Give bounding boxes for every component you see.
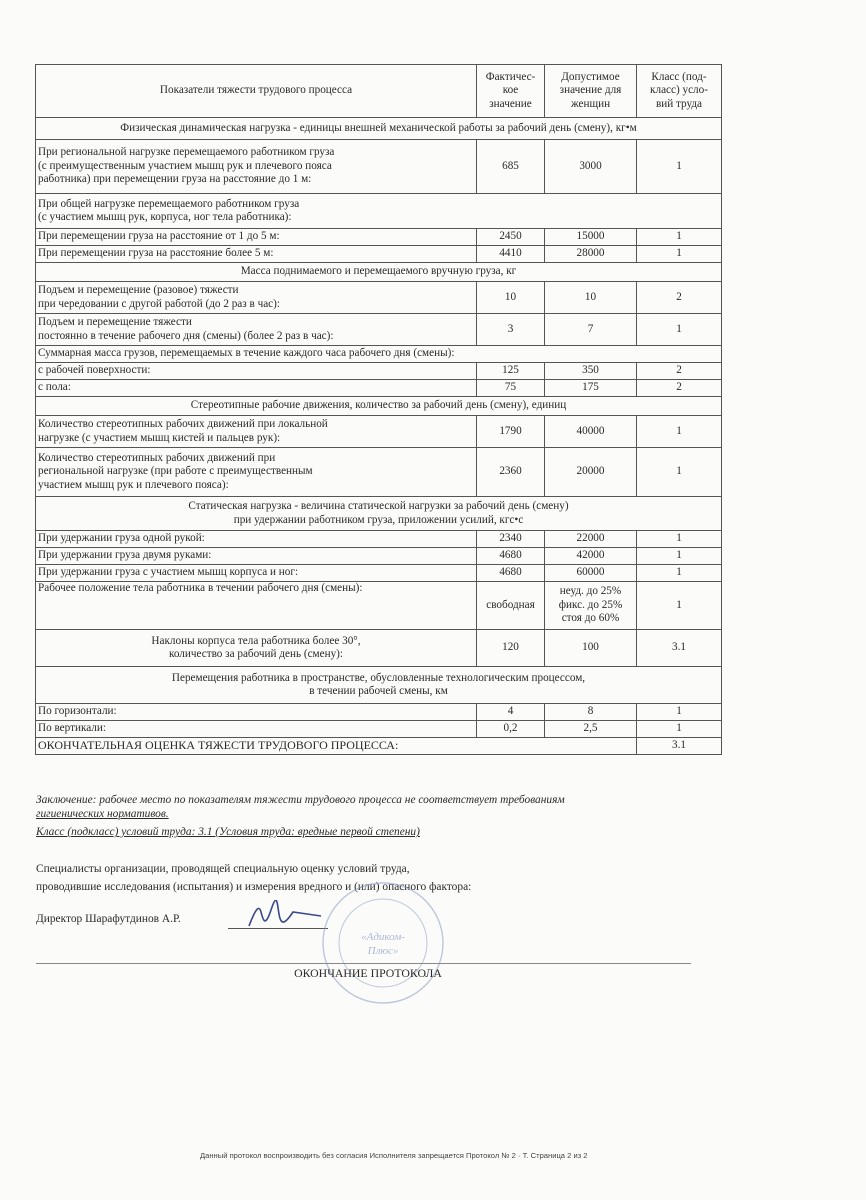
class-value: 1	[637, 721, 722, 738]
allowed-value: 100	[545, 630, 637, 667]
allowed-value: 22000	[545, 531, 637, 548]
actual-value: свободная	[477, 582, 545, 630]
row-label: с пола:	[36, 380, 477, 397]
table-row	[36, 704, 722, 721]
section-row	[36, 667, 722, 704]
stamp-seal-icon	[318, 878, 448, 1008]
class-conclusion: Класс (подкласс) условий труда: 3.1 (Условия труда: вредные первой степени)	[36, 826, 420, 838]
table-row	[36, 282, 722, 314]
class-value: 1	[637, 565, 722, 582]
table-row	[36, 140, 722, 194]
header-allowed: Допустимое значение для женщин	[545, 65, 637, 118]
class-value: 1	[637, 548, 722, 565]
table-row	[36, 416, 722, 448]
table-row	[36, 246, 722, 263]
table-row	[36, 721, 722, 738]
header-actual: Фактичес- кое значение	[477, 65, 545, 118]
page-footer: Данный протокол воспроизводить без согласия Исполнителя запрещается Протокол № 2 · Т. Страница 2 из 2	[200, 1151, 588, 1160]
table-row	[36, 630, 722, 667]
actual-value: 4410	[477, 246, 545, 263]
row-label: При удержании груза одной рукой:	[36, 531, 477, 548]
class-value: 1	[637, 582, 722, 630]
allowed-value: 7	[545, 314, 637, 346]
actual-value: 3	[477, 314, 545, 346]
conclusion-text: Заключение: рабочее место по показателям тяжести трудового процесса не соответствует требованиям	[36, 794, 565, 806]
table-row	[36, 229, 722, 246]
section-heading: Масса поднимаемого и перемещаемого вручную груза, кг	[36, 263, 722, 282]
allowed-value: 28000	[545, 246, 637, 263]
table-row	[36, 380, 722, 397]
row-label: При удержании груза с участием мышц корпуса и ног:	[36, 565, 477, 582]
allowed-value: 8	[545, 704, 637, 721]
table-row	[36, 448, 722, 497]
table-body	[36, 118, 722, 755]
class-value: 2	[637, 380, 722, 397]
actual-value: 125	[477, 363, 545, 380]
actual-value: 2450	[477, 229, 545, 246]
row-label: При удержании груза двумя руками:	[36, 548, 477, 565]
section-row	[36, 194, 722, 229]
allowed-value: 3000	[545, 140, 637, 194]
director-name: Директор Шарафутдинов А.Р.	[36, 913, 181, 925]
specialists-line-2: проводившие исследования (испытания) и измерения вредного и (или) опасного фактора:	[36, 881, 472, 893]
class-value: 3.1	[637, 630, 722, 667]
class-value: 1	[637, 314, 722, 346]
section-row	[36, 118, 722, 140]
actual-value: 4680	[477, 565, 545, 582]
labor-severity-table	[35, 64, 722, 755]
row-label: Количество стереотипных рабочих движений при локальной нагрузке (с участием мышц кистей и пальцев рук):	[36, 416, 477, 448]
signature-icon	[245, 900, 325, 930]
table-row	[36, 531, 722, 548]
section-row	[36, 346, 722, 363]
allowed-value: 10	[545, 282, 637, 314]
header-class: Класс (под- класс) усло- вий труда	[637, 65, 722, 118]
svg-text:Плюс»: Плюс»	[367, 945, 399, 957]
actual-value: 685	[477, 140, 545, 194]
actual-value: 2340	[477, 531, 545, 548]
final-assessment-label: ОКОНЧАТЕЛЬНАЯ ОЦЕНКА ТЯЖЕСТИ ТРУДОВОГО ПРОЦЕССА:	[36, 738, 637, 755]
allowed-value: 20000	[545, 448, 637, 497]
svg-text:«Адиком-: «Адиком-	[361, 931, 405, 943]
specialists-line-1: Специалисты организации, проводящей специальную оценку условий труда,	[36, 863, 410, 875]
row-label: Рабочее положение тела работника в течении рабочего дня (смены):	[36, 582, 477, 630]
class-value: 1	[637, 229, 722, 246]
row-label: Наклоны корпуса тела работника более 30°, количество за рабочий день (смену):	[36, 630, 477, 667]
section-row	[36, 263, 722, 282]
table-row	[36, 363, 722, 380]
end-of-protocol: ОКОНЧАНИЕ ПРОТОКОЛА	[294, 966, 442, 980]
table-row	[36, 565, 722, 582]
actual-value: 2360	[477, 448, 545, 497]
allowed-value: 60000	[545, 565, 637, 582]
row-label: При региональной нагрузке перемещаемого работником груза (с преимущественным участием мышц рук и плечевого пояса работника) при перемещении груза на расстояние до 1 м:	[36, 140, 477, 194]
actual-value: 10	[477, 282, 545, 314]
section-heading: Стереотипные рабочие движения, количество за рабочий день (смену), единиц	[36, 397, 722, 416]
section-heading: Перемещения работника в пространстве, обусловленные технологическим процессом, в течении рабочей смены, км	[36, 667, 722, 704]
row-label: По вертикали:	[36, 721, 477, 738]
allowed-value: неуд. до 25% фикс. до 25% стоя до 60%	[545, 582, 637, 630]
final-assessment-row	[36, 738, 722, 755]
group-heading: Суммарная масса грузов, перемещаемых в течение каждого часа рабочего дня (смены):	[36, 346, 722, 363]
class-value: 1	[637, 246, 722, 263]
class-value: 1	[637, 531, 722, 548]
divider	[36, 963, 691, 964]
allowed-value: 42000	[545, 548, 637, 565]
table-row	[36, 548, 722, 565]
row-label: При перемещении груза на расстояние от 1 до 5 м:	[36, 229, 477, 246]
actual-value: 120	[477, 630, 545, 667]
conclusion-text-cont: гигиенических нормативов.	[36, 808, 169, 820]
class-value: 1	[637, 416, 722, 448]
allowed-value: 40000	[545, 416, 637, 448]
row-label: Подъем и перемещение тяжести постоянно в течение рабочего дня (смены) (более 2 раз в час):	[36, 314, 477, 346]
allowed-value: 15000	[545, 229, 637, 246]
section-heading: Физическая динамическая нагрузка - единицы внешней механической работы за рабочий день (смену), кг•м	[36, 118, 722, 140]
actual-value: 1790	[477, 416, 545, 448]
class-value: 2	[637, 282, 722, 314]
class-value: 2	[637, 363, 722, 380]
table-row	[36, 582, 722, 630]
row-label: Подъем и перемещение (разовое) тяжести при чередовании с другой работой (до 2 раз в час):	[36, 282, 477, 314]
actual-value: 0,2	[477, 721, 545, 738]
actual-value: 4	[477, 704, 545, 721]
class-value: 1	[637, 704, 722, 721]
allowed-value: 175	[545, 380, 637, 397]
header-indicator: Показатели тяжести трудового процесса	[36, 65, 477, 118]
section-heading: Статическая нагрузка - величина статической нагрузки за рабочий день (смену) при удержании работником груза, приложении усилий, кгс•с	[36, 497, 722, 531]
class-value: 1	[637, 448, 722, 497]
allowed-value: 350	[545, 363, 637, 380]
final-class-value: 3.1	[637, 738, 722, 755]
row-label: По горизонтали:	[36, 704, 477, 721]
row-label: с рабочей поверхности:	[36, 363, 477, 380]
row-label: При перемещении груза на расстояние более 5 м:	[36, 246, 477, 263]
actual-value: 4680	[477, 548, 545, 565]
class-value: 1	[637, 140, 722, 194]
table-header-row	[36, 65, 722, 118]
allowed-value: 2,5	[545, 721, 637, 738]
row-label: Количество стереотипных рабочих движений при региональной нагрузке (при работе с преимущественным участием мышц рук и плечевого пояса):	[36, 448, 477, 497]
group-heading: При общей нагрузке перемещаемого работником груза (с участием мышц рук, корпуса, ног тела работника):	[36, 194, 722, 229]
section-row	[36, 497, 722, 531]
table-row	[36, 314, 722, 346]
section-row	[36, 397, 722, 416]
actual-value: 75	[477, 380, 545, 397]
